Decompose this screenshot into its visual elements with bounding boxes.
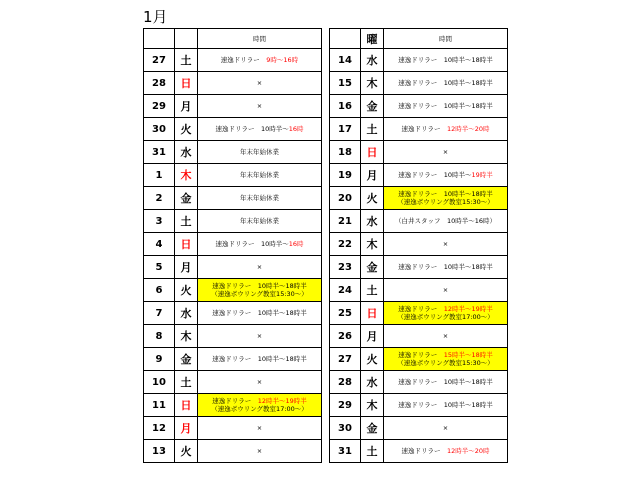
hours-cell	[384, 256, 508, 279]
hours-cell	[384, 440, 508, 463]
weekday-cell: 土	[361, 118, 384, 141]
weekday-cell: 月	[175, 256, 198, 279]
hours-cell	[384, 279, 508, 302]
hours-text: 速逸ドリラー	[398, 351, 444, 359]
hours-text-highlighted: 16時	[288, 240, 304, 248]
hours-text: （速逸ボウリング教室17:00～）	[397, 313, 494, 321]
schedule-table-left	[143, 28, 322, 463]
hours-line	[384, 351, 507, 359]
hours-cell	[384, 118, 508, 141]
hours-text-highlighted: 12時半～19時半	[257, 397, 307, 405]
date-cell: 7	[144, 302, 175, 325]
hours-cell	[198, 417, 322, 440]
hours-cell	[384, 164, 508, 187]
schedule-row	[330, 371, 508, 394]
hours-line	[384, 148, 507, 156]
hours-cell	[198, 371, 322, 394]
hours-text: 速逸ドリラー 10時半～	[215, 125, 289, 133]
hours-cell	[198, 302, 322, 325]
hours-text: ×	[442, 240, 449, 248]
hours-text: ×	[442, 148, 449, 156]
schedule-row	[144, 95, 322, 118]
date-cell: 6	[144, 279, 175, 302]
schedule-row	[330, 302, 508, 325]
hours-text: 速逸ドリラー 10時半～18時半	[212, 282, 307, 290]
month-title: 1月	[143, 8, 168, 26]
date-cell: 3	[144, 210, 175, 233]
hours-text: ×	[256, 378, 263, 386]
table-header-row	[144, 29, 322, 49]
schedule-row	[330, 210, 508, 233]
hours-line	[198, 125, 321, 133]
date-cell: 19	[330, 164, 361, 187]
hours-line	[384, 198, 507, 206]
schedule-row	[330, 49, 508, 72]
weekday-cell: 日	[175, 233, 198, 256]
schedule-row	[144, 49, 322, 72]
date-cell: 1	[144, 164, 175, 187]
weekday-cell: 日	[361, 302, 384, 325]
date-cell: 17	[330, 118, 361, 141]
weekday-cell: 土	[175, 371, 198, 394]
hours-text: 速逸ドリラー	[401, 447, 447, 455]
hours-cell	[198, 279, 322, 302]
schedule-row	[330, 95, 508, 118]
weekday-cell: 土	[175, 210, 198, 233]
date-cell: 29	[330, 394, 361, 417]
date-cell: 8	[144, 325, 175, 348]
hours-cell	[198, 49, 322, 72]
hours-cell	[198, 210, 322, 233]
date-cell: 26	[330, 325, 361, 348]
hours-line	[384, 447, 507, 455]
date-cell: 27	[144, 49, 175, 72]
weekday-cell: 水	[361, 210, 384, 233]
date-cell: 12	[144, 417, 175, 440]
hours-text: 速逸ドリラー 10時半～18時半	[398, 378, 493, 386]
hours-cell	[198, 394, 322, 417]
hours-line	[198, 447, 321, 455]
hours-line	[198, 102, 321, 110]
hours-cell	[198, 233, 322, 256]
schedule-row	[330, 72, 508, 95]
hours-line	[198, 148, 321, 156]
hours-text: 速逸ドリラー 10時半～18時半	[398, 190, 493, 198]
hours-text: 年末年始休業	[240, 217, 279, 225]
date-cell: 2	[144, 187, 175, 210]
hours-line	[384, 401, 507, 409]
hours-text-highlighted: 19時半	[471, 171, 493, 179]
hours-text-highlighted: 12時半～20時	[446, 447, 490, 455]
hours-text-highlighted: 12時半～20時	[446, 125, 490, 133]
schedule-row	[144, 210, 322, 233]
hours-text: 速逸ドリラー	[398, 305, 444, 313]
hours-text-highlighted: 9時～16時	[266, 56, 299, 64]
header-time-cell: 時間	[198, 29, 322, 49]
hours-text: 速逸ドリラー 10時半～18時半	[398, 79, 493, 87]
weekday-cell: 月	[175, 95, 198, 118]
hours-cell	[384, 95, 508, 118]
date-cell: 31	[144, 141, 175, 164]
weekday-cell: 水	[361, 49, 384, 72]
date-cell: 28	[144, 72, 175, 95]
weekday-cell: 月	[175, 417, 198, 440]
schedule-row	[144, 256, 322, 279]
weekday-cell: 火	[175, 440, 198, 463]
hours-cell	[384, 348, 508, 371]
schedule-row	[144, 233, 322, 256]
weekday-cell: 火	[175, 279, 198, 302]
weekday-cell: 水	[175, 302, 198, 325]
date-cell: 10	[144, 371, 175, 394]
hours-text: ×	[442, 332, 449, 340]
schedule-row	[144, 279, 322, 302]
hours-cell	[384, 417, 508, 440]
hours-line	[384, 332, 507, 340]
hours-cell	[198, 118, 322, 141]
schedule-table-right	[329, 28, 508, 463]
date-cell: 9	[144, 348, 175, 371]
schedule-row	[330, 256, 508, 279]
weekday-cell: 金	[361, 256, 384, 279]
hours-cell	[198, 256, 322, 279]
hours-line	[198, 194, 321, 202]
hours-cell	[384, 141, 508, 164]
hours-cell	[198, 95, 322, 118]
header-dow-cell: 曜	[361, 29, 384, 49]
weekday-cell: 土	[361, 440, 384, 463]
schedule-row	[144, 72, 322, 95]
hours-text: 年末年始休業	[240, 148, 279, 156]
hours-cell	[384, 187, 508, 210]
hours-line	[384, 79, 507, 87]
schedule-row	[144, 325, 322, 348]
hours-line	[384, 125, 507, 133]
weekday-cell: 火	[175, 118, 198, 141]
hours-text: 速逸ドリラー 10時半～18時半	[398, 56, 493, 64]
hours-text: 速逸ドリラー	[212, 397, 258, 405]
hours-text: 速逸ドリラー 10時半～18時半	[212, 355, 307, 363]
schedule-row	[330, 417, 508, 440]
schedule-row	[330, 325, 508, 348]
date-cell: 5	[144, 256, 175, 279]
hours-text: 年末年始休業	[240, 194, 279, 202]
hours-cell	[384, 233, 508, 256]
hours-line	[198, 263, 321, 271]
schedule-row	[144, 440, 322, 463]
date-cell: 30	[144, 118, 175, 141]
weekday-cell: 金	[361, 95, 384, 118]
date-cell: 30	[330, 417, 361, 440]
hours-line	[384, 240, 507, 248]
schedule-row	[330, 394, 508, 417]
header-date-cell	[144, 29, 175, 49]
hours-line	[384, 424, 507, 432]
hours-text: （速逸ボウリング教室15:30～）	[397, 198, 494, 206]
hours-line	[198, 79, 321, 87]
header-dow-cell	[175, 29, 198, 49]
hours-cell	[384, 72, 508, 95]
schedule-row	[330, 164, 508, 187]
hours-line	[384, 286, 507, 294]
schedule-row	[330, 233, 508, 256]
date-cell: 20	[330, 187, 361, 210]
hours-cell	[384, 49, 508, 72]
date-cell: 22	[330, 233, 361, 256]
hours-cell	[384, 394, 508, 417]
schedule-row	[144, 348, 322, 371]
hours-cell	[384, 210, 508, 233]
weekday-cell: 水	[175, 141, 198, 164]
weekday-cell: 日	[361, 141, 384, 164]
weekday-cell: 木	[361, 233, 384, 256]
hours-line	[384, 263, 507, 271]
weekday-cell: 火	[361, 348, 384, 371]
schedule-row	[330, 279, 508, 302]
weekday-cell: 月	[361, 325, 384, 348]
hours-line	[198, 405, 321, 413]
weekday-cell: 木	[361, 72, 384, 95]
schedule-row	[144, 141, 322, 164]
hours-line	[198, 397, 321, 405]
hours-text: ×	[256, 332, 263, 340]
date-cell: 14	[330, 49, 361, 72]
date-cell: 31	[330, 440, 361, 463]
hours-line	[384, 305, 507, 313]
weekday-cell: 金	[361, 417, 384, 440]
date-cell: 15	[330, 72, 361, 95]
schedule-row	[144, 164, 322, 187]
date-cell: 25	[330, 302, 361, 325]
hours-line	[384, 171, 507, 179]
weekday-cell: 日	[175, 394, 198, 417]
date-cell: 13	[144, 440, 175, 463]
hours-line	[384, 217, 507, 225]
hours-text: 速逸ドリラー	[401, 125, 447, 133]
schedule-row	[144, 371, 322, 394]
date-cell: 29	[144, 95, 175, 118]
hours-line	[384, 190, 507, 198]
schedule-row	[330, 187, 508, 210]
weekday-cell: 金	[175, 187, 198, 210]
date-cell: 18	[330, 141, 361, 164]
weekday-cell: 月	[361, 164, 384, 187]
hours-text: 速逸ドリラー 10時半～18時半	[398, 263, 493, 271]
hours-text: 速逸ドリラー 10時半～	[398, 171, 472, 179]
hours-line	[198, 332, 321, 340]
hours-text: （速逸ボウリング教室17:00～）	[211, 405, 308, 413]
weekday-cell: 水	[361, 371, 384, 394]
hours-text: 速逸ドリラー 10時半～	[215, 240, 289, 248]
weekday-cell: 火	[361, 187, 384, 210]
hours-cell	[198, 440, 322, 463]
hours-line	[198, 355, 321, 363]
hours-line	[384, 359, 507, 367]
hours-text: （白井スタッフ 10時半～16時）	[394, 217, 497, 225]
hours-cell	[198, 325, 322, 348]
hours-cell	[384, 371, 508, 394]
hours-line	[198, 282, 321, 290]
weekday-cell: 木	[175, 325, 198, 348]
schedule-row	[144, 302, 322, 325]
hours-cell	[384, 325, 508, 348]
hours-line	[198, 424, 321, 432]
hours-text: 速逸ドリラー 10時半～18時半	[398, 401, 493, 409]
header-time-cell: 時間	[384, 29, 508, 49]
schedule-row	[144, 417, 322, 440]
hours-text-highlighted: 16時	[288, 125, 304, 133]
hours-line	[384, 313, 507, 321]
schedule-row	[330, 141, 508, 164]
hours-cell	[384, 302, 508, 325]
weekday-cell: 金	[175, 348, 198, 371]
schedule-row	[144, 187, 322, 210]
weekday-cell: 木	[361, 394, 384, 417]
hours-text: ×	[256, 102, 263, 110]
header-date-cell	[330, 29, 361, 49]
hours-text: （速逸ボウリング教室15:30～）	[211, 290, 308, 298]
hours-text-highlighted: 12時半～19時半	[443, 305, 493, 313]
hours-text: 速逸ドリラー	[220, 56, 267, 64]
schedule-row	[144, 394, 322, 417]
hours-line	[198, 378, 321, 386]
schedule-row	[330, 440, 508, 463]
date-cell: 16	[330, 95, 361, 118]
schedule-row	[330, 118, 508, 141]
hours-text: ×	[256, 447, 263, 455]
hours-text: 年末年始休業	[240, 171, 279, 179]
hours-text: ×	[256, 79, 263, 87]
hours-text: （速逸ボウリング教室15:30～）	[397, 359, 494, 367]
weekday-cell: 木	[175, 164, 198, 187]
hours-line	[198, 290, 321, 298]
hours-cell	[198, 72, 322, 95]
weekday-cell: 土	[175, 49, 198, 72]
date-cell: 4	[144, 233, 175, 256]
hours-text: ×	[256, 424, 263, 432]
hours-text: 速逸ドリラー 10時半～18時半	[212, 309, 307, 317]
hours-line	[198, 240, 321, 248]
date-cell: 23	[330, 256, 361, 279]
date-cell: 28	[330, 371, 361, 394]
date-cell: 21	[330, 210, 361, 233]
hours-text: ×	[442, 424, 449, 432]
hours-cell	[198, 348, 322, 371]
date-cell: 27	[330, 348, 361, 371]
hours-line	[384, 378, 507, 386]
date-cell: 11	[144, 394, 175, 417]
schedule-row	[144, 118, 322, 141]
hours-line	[198, 56, 321, 64]
hours-cell	[198, 187, 322, 210]
hours-cell	[198, 164, 322, 187]
date-cell: 24	[330, 279, 361, 302]
hours-line	[384, 56, 507, 64]
hours-line	[198, 171, 321, 179]
weekday-cell: 土	[361, 279, 384, 302]
table-header-row	[330, 29, 508, 49]
schedule-row	[330, 348, 508, 371]
hours-line	[198, 217, 321, 225]
hours-line	[384, 102, 507, 110]
hours-line	[198, 309, 321, 317]
hours-text: ×	[442, 286, 449, 294]
hours-text-highlighted: 15時半～18時半	[443, 351, 493, 359]
weekday-cell: 日	[175, 72, 198, 95]
hours-cell	[198, 141, 322, 164]
hours-text: 速逸ドリラー 10時半～18時半	[398, 102, 493, 110]
hours-text: ×	[256, 263, 263, 271]
